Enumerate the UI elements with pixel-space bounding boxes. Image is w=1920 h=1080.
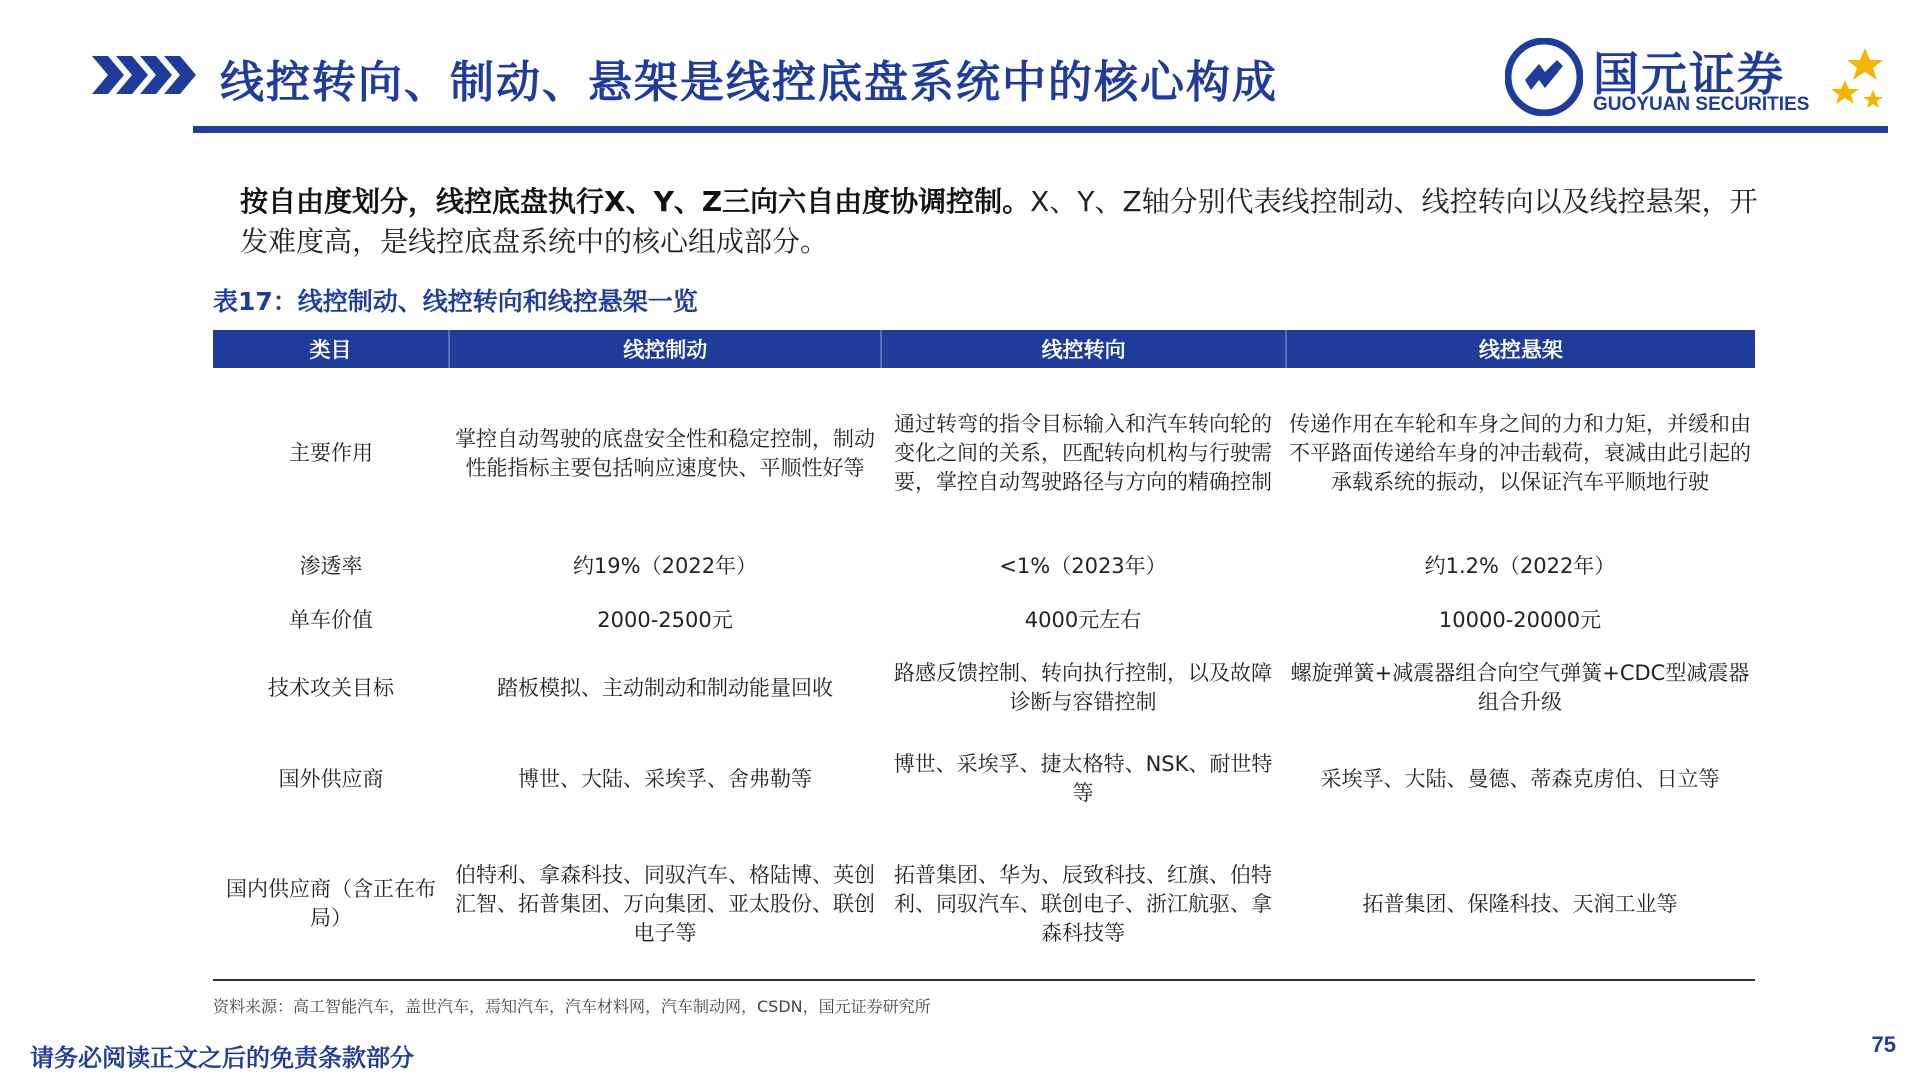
cell-brake: 踏板模拟、主动制动和制动能量回收 <box>497 675 833 700</box>
cell-brake: 约19%（2022年） <box>572 553 758 578</box>
header-steer: 线控转向 <box>882 330 1286 368</box>
cell-suspension: 约1.2%（2022年） <box>1424 553 1616 578</box>
header-brake: 线控制动 <box>450 330 882 368</box>
cell-brake: 2000-2500元 <box>597 607 733 632</box>
intro-bold-text: 按自由度划分，线控底盘执行X、Y、Z三向六自由度协调控制。 <box>240 185 1031 218</box>
table-row <box>213 829 1755 979</box>
comparison-table <box>213 330 1755 981</box>
page-number: 75 <box>1871 1032 1896 1057</box>
title-divider <box>193 126 1888 133</box>
chevron-arrows-icon <box>92 56 197 94</box>
row-category: 主要作用 <box>289 441 373 465</box>
cell-suspension: 螺旋弹簧+减震器组合向空气弹簧+CDC型减震器组合升级 <box>1290 661 1750 714</box>
header-category: 类目 <box>213 330 450 368</box>
cell-steer: 路感反馈控制、转向执行控制，以及故障诊断与容错控制 <box>894 661 1272 714</box>
table-row <box>213 729 1755 829</box>
disclaimer-link[interactable]: 请务必阅读正文之后的免责条款部分 <box>30 1044 414 1072</box>
table-row <box>213 647 1755 729</box>
cell-steer: 4000元左右 <box>1024 607 1142 632</box>
row-category: 技术攻关目标 <box>268 675 394 700</box>
table-bottom-rule <box>213 979 1755 981</box>
row-category: 国外供应商 <box>278 766 384 791</box>
row-category: 渗透率 <box>299 553 363 578</box>
guoyuan-emblem-icon <box>1505 38 1583 116</box>
table-row <box>213 539 1755 593</box>
cell-steer: 拓普集团、华为、辰致科技、红旗、伯特利、同驭汽车、联创电子、浙江航驱、拿森科技等 <box>894 862 1272 945</box>
page-title: 线控转向、制动、悬架是线控底盘系统中的核心构成 <box>220 57 1278 108</box>
cell-suspension: 10000-20000元 <box>1438 607 1602 632</box>
intro-paragraph <box>240 182 1760 262</box>
cell-suspension: 拓普集团、保隆科技、天润工业等 <box>1362 891 1678 916</box>
cell-brake: 掌控自动驾驶的底盘安全性和稳定控制，制动性能指标主要包括响应速度快、平顺性好等 <box>455 426 875 480</box>
logo-name-cn: 国元证券 <box>1593 47 1785 101</box>
cell-suspension: 采埃孚、大陆、曼德、蒂森克虏伯、日立等 <box>1320 766 1720 791</box>
company-logo <box>1505 38 1890 118</box>
cell-steer: <1%（2023年） <box>999 553 1167 578</box>
header-suspension: 线控悬架 <box>1478 338 1563 362</box>
cell-steer: 博世、采埃孚、捷太格特、NSK、耐世特等 <box>893 752 1273 805</box>
cell-brake: 博世、大陆、采埃孚、舍弗勒等 <box>518 766 812 791</box>
cell-brake: 伯特利、拿森科技、同驭汽车、格陆博、英创汇智、拓普集团、万向集团、亚太股份、联创电子等 <box>455 862 875 945</box>
intro-body-text: X、Y、Z轴分别代表线控制动、线控转向以及线控悬架，开发难度高，是线控底盘系统中的核心组成部分。 <box>240 185 1758 258</box>
row-category: 单车价值 <box>289 607 373 632</box>
table-row <box>213 368 1755 539</box>
row-category: 国内供应商（含正在布局） <box>226 877 436 930</box>
source-note: 资料来源：高工智能汽车，盖世汽车，焉知汽车，汽车材料网，汽车制动网，CSDN，国元证券研究所 <box>213 997 931 1016</box>
table-row <box>213 593 1755 647</box>
star-icon <box>1825 46 1890 116</box>
cell-steer: 通过转弯的指令目标输入和汽车转向轮的变化之间的关系，匹配转向机构与行驶需要，掌控自动驾驶路径与方向的精确控制 <box>894 412 1272 494</box>
cell-suspension: 传递作用在车轮和车身之间的力和力矩，并缓和由不平路面传递给车身的冲击载荷，衰减由此引起的承载系统的振动，以保证汽车平顺地行驶 <box>1289 412 1751 494</box>
table-caption: 表17：线控制动、线控转向和线控悬架一览 <box>213 287 698 316</box>
logo-name-en: GUOYUAN SECURITIES <box>1593 94 1810 115</box>
table-header-row <box>213 330 1755 368</box>
